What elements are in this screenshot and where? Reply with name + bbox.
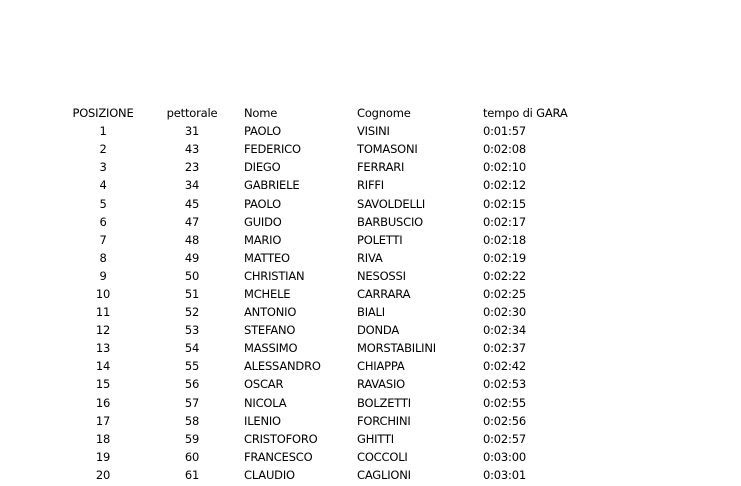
cell-nome: CLAUDIO (244, 467, 295, 482)
cell-pettorale: 31 (184, 124, 200, 139)
cell-pettorale: 60 (184, 449, 200, 464)
cell-tempo: 0:02:56 (483, 413, 526, 428)
cell-tempo: 0:02:17 (483, 214, 526, 229)
cell-tempo: 0:02:08 (483, 142, 526, 157)
header-tempo: tempo di GARA (483, 106, 568, 121)
cell-nome: PAOLO (244, 124, 281, 139)
header-pettorale: pettorale (166, 106, 218, 121)
table-row (66, 140, 601, 158)
cell-pettorale: 49 (184, 250, 200, 265)
cell-pettorale: 23 (184, 160, 200, 175)
results-body (66, 122, 601, 484)
cell-pettorale: 57 (184, 395, 200, 410)
cell-pettorale: 56 (184, 377, 200, 392)
table-row (66, 448, 601, 466)
cell-tempo: 0:02:18 (483, 232, 526, 247)
cell-tempo: 0:02:42 (483, 359, 526, 374)
cell-nome: GUIDO (244, 214, 282, 229)
cell-posizione: 10 (95, 286, 111, 301)
cell-cognome: SAVOLDELLI (357, 196, 426, 211)
cell-nome: ALESSANDRO (244, 359, 321, 374)
cell-pettorale: 47 (184, 214, 200, 229)
cell-nome: MCHELE (244, 286, 291, 301)
cell-posizione: 1 (99, 124, 107, 139)
cell-tempo: 0:02:12 (483, 178, 526, 193)
cell-cognome: POLETTI (357, 232, 403, 247)
cell-posizione: 17 (95, 413, 111, 428)
table-row (66, 375, 601, 393)
cell-cognome: TOMASONI (357, 142, 418, 157)
table-row (66, 267, 601, 285)
cell-cognome: COCCOLI (357, 449, 408, 464)
table-row (66, 430, 601, 448)
header-row (66, 104, 601, 122)
cell-cognome: CARRARA (357, 286, 411, 301)
cell-nome: MATTEO (244, 250, 290, 265)
cell-tempo: 0:03:01 (483, 467, 526, 482)
table-row (66, 412, 601, 430)
header-posizione: POSIZIONE (72, 106, 134, 121)
cell-pettorale: 53 (184, 323, 200, 338)
cell-pettorale: 50 (184, 268, 200, 283)
cell-nome: GABRIELE (244, 178, 300, 193)
cell-posizione: 15 (95, 377, 111, 392)
cell-pettorale: 34 (184, 178, 200, 193)
cell-nome: ILENIO (244, 413, 281, 428)
table-row (66, 321, 601, 339)
cell-nome: DIEGO (244, 160, 281, 175)
cell-pettorale: 55 (184, 359, 200, 374)
cell-posizione: 19 (95, 449, 111, 464)
cell-nome: PAOLO (244, 196, 281, 211)
cell-cognome: FERRARI (357, 160, 405, 175)
table-row (66, 357, 601, 375)
cell-nome: ANTONIO (244, 305, 297, 320)
cell-cognome: VISINI (357, 124, 390, 139)
table-row (66, 394, 601, 412)
cell-tempo: 0:03:00 (483, 449, 526, 464)
cell-cognome: GHITTI (357, 431, 394, 446)
cell-pettorale: 54 (184, 341, 200, 356)
cell-pettorale: 61 (184, 467, 200, 482)
cell-cognome: RIVA (357, 250, 383, 265)
table-row (66, 213, 601, 231)
cell-tempo: 0:02:37 (483, 341, 526, 356)
cell-posizione: 6 (99, 214, 107, 229)
table-row (66, 158, 601, 176)
cell-tempo: 0:01:57 (483, 124, 526, 139)
cell-pettorale: 48 (184, 232, 200, 247)
cell-nome: FRANCESCO (244, 449, 313, 464)
cell-pettorale: 45 (184, 196, 200, 211)
cell-posizione: 14 (95, 359, 111, 374)
cell-nome: NICOLA (244, 395, 287, 410)
table-row (66, 176, 601, 194)
table-row (66, 122, 601, 140)
cell-posizione: 11 (95, 305, 111, 320)
cell-tempo: 0:02:30 (483, 305, 526, 320)
cell-cognome: BIALI (357, 305, 385, 320)
cell-tempo: 0:02:53 (483, 377, 526, 392)
cell-cognome: FORCHINI (357, 413, 411, 428)
cell-nome: STEFANO (244, 323, 296, 338)
cell-cognome: CHIAPPA (357, 359, 405, 374)
cell-pettorale: 59 (184, 431, 200, 446)
cell-cognome: NESOSSI (357, 268, 406, 283)
cell-tempo: 0:02:15 (483, 196, 526, 211)
cell-cognome: CAGLIONI (357, 467, 411, 482)
cell-posizione: 9 (99, 268, 107, 283)
cell-cognome: DONDA (357, 323, 400, 338)
results-table (66, 104, 601, 484)
cell-pettorale: 58 (184, 413, 200, 428)
cell-posizione: 16 (95, 395, 111, 410)
cell-nome: FEDERICO (244, 142, 301, 157)
cell-posizione: 8 (99, 250, 107, 265)
cell-posizione: 5 (99, 196, 107, 211)
cell-tempo: 0:02:19 (483, 250, 526, 265)
cell-tempo: 0:02:57 (483, 431, 526, 446)
table-row (66, 194, 601, 212)
table-row (66, 303, 601, 321)
cell-tempo: 0:02:55 (483, 395, 526, 410)
cell-pettorale: 52 (184, 305, 200, 320)
cell-tempo: 0:02:34 (483, 323, 526, 338)
cell-cognome: MORSTABILINI (357, 341, 436, 356)
cell-tempo: 0:02:22 (483, 268, 526, 283)
cell-pettorale: 51 (184, 286, 200, 301)
header-nome: Nome (244, 106, 278, 121)
cell-cognome: BARBUSCIO (357, 214, 424, 229)
cell-posizione: 12 (95, 323, 111, 338)
header-cognome: Cognome (357, 106, 411, 121)
table-row (66, 285, 601, 303)
cell-posizione: 7 (99, 232, 107, 247)
table-row (66, 466, 601, 484)
cell-nome: CRISTOFORO (244, 431, 318, 446)
cell-nome: MARIO (244, 232, 282, 247)
cell-posizione: 13 (95, 341, 111, 356)
cell-nome: MASSIMO (244, 341, 298, 356)
cell-posizione: 18 (95, 431, 111, 446)
cell-cognome: BOLZETTI (357, 395, 411, 410)
cell-posizione: 20 (95, 467, 111, 482)
cell-nome: OSCAR (244, 377, 284, 392)
cell-posizione: 2 (99, 142, 107, 157)
cell-posizione: 4 (99, 178, 107, 193)
table-row (66, 231, 601, 249)
cell-cognome: RAVASIO (357, 377, 405, 392)
table-row (66, 339, 601, 357)
cell-tempo: 0:02:10 (483, 160, 526, 175)
table-row (66, 249, 601, 267)
cell-nome: CHRISTIAN (244, 268, 305, 283)
cell-cognome: RIFFI (357, 178, 385, 193)
cell-posizione: 3 (99, 160, 107, 175)
cell-tempo: 0:02:25 (483, 286, 526, 301)
cell-pettorale: 43 (184, 142, 200, 157)
